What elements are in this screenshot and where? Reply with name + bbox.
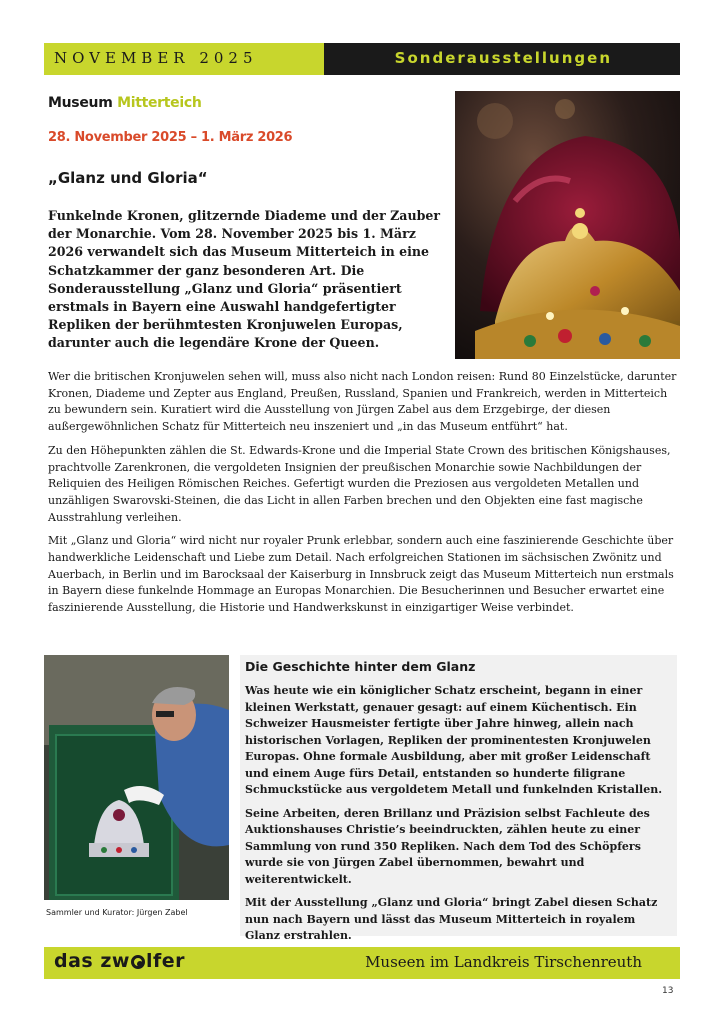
sidebar-paragraph-2: Seine Arbeiten, deren Brillanz und Präzision selbst Fachleute des Auktionshauses Christie’s beeindruckten, zählen heute zu einer Sammlung von rund 350 Repliken. Nach dem Tod des Schöpfers wurde sie von Jürgen Zabel übernommen, bewahrt und weiterentwickelt. [245, 806, 650, 886]
museum-heading [48, 95, 202, 111]
header-section: Sonderausstellungen [394, 49, 612, 67]
footer-bar [44, 947, 680, 979]
logo-text-end: lfer [145, 950, 186, 972]
footer-publication: Museen im Landkreis Tirschenreuth [365, 953, 642, 971]
body-paragraph-3: Mit „Glanz und Gloria“ wird nicht nur royaler Prunk erlebbar, sondern auch eine faszinierende Geschichte über handwerkliche Leidenschaft und Liebe zum Detail. Nach erfolgreichen Stationen im sächsischen Zwönitz und Auerbach, in Berlin und im Barocksaal der Kaiserburg in Innsbruck zeigt das Museum Mitterteich nun erstmals in Bayern diese funkelnde Hommage an Europas Monarchien. Die Besucherinnen und Besucher erwartet eine faszinierende Ausstellung, die Historie und Handwerkskunst in einzigartiger Weise verbindet. [48, 534, 674, 615]
crown-photo [455, 91, 680, 359]
museum-name: Mitterteich [117, 95, 202, 111]
photo-caption: Sammler und Kurator: Jürgen Zabel [46, 908, 188, 917]
header-section-bar [324, 43, 680, 75]
logo-o-icon [131, 955, 145, 969]
das-zwoelfer-logo [54, 950, 185, 972]
article-body [48, 369, 678, 624]
sidebar-text [245, 683, 671, 952]
museum-label: Museum [48, 95, 113, 111]
header-issue-bar [44, 43, 324, 75]
sidebar-box [240, 655, 677, 942]
sidebar-paragraph-3: Mit der Ausstellung „Glanz und Gloria“ bringt Zabel diesen Schatz nun nach Bayern und lässt das Museum Mitterteich in royalem Glanz erstrahlen. [245, 896, 658, 942]
body-paragraph-1: Wer die britischen Kronjuwelen sehen will, muss also nicht nach London reisen: Rund 80 Einzelstücke, darunter Kronen, Diademe und Zepter aus England, Preußen, Russland, Spanien und Frankreich, werden in Mitterteich zu bewundern sein. Kuratiert wird die Ausstellung von Jürgen Zabel aus dem Erzgebirge, der diesen außergewöhnlichen Schatz für Mitterteich neu inszeniert und „in das Museum entführt“ hat. [48, 370, 677, 434]
page-number: 13 [662, 986, 674, 996]
curator-photo [44, 655, 229, 900]
exhibition-dates: 28. November 2025 – 1. März 2026 [48, 130, 293, 145]
sidebar-paragraph-1: Was heute wie ein königlicher Schatz erscheint, begann in einer kleinen Werkstatt, genauer gesagt: auf einem Küchentisch. Ein Schweizer Hausmeister fertigte über Jahre hinweg, allein nach historischen Vorlagen, Repliken der prominentesten Kronjuwelen Europas. Ohne formale Ausbildung, aber mit großer Leidenschaft und einem Auge fürs Detail, entstanden so hunderte filigrane Schmuckstücke aus vergoldetem Metall und funkelnden Kristallen. [245, 684, 663, 796]
sidebar-title: Die Geschichte hinter dem Glanz [245, 659, 476, 674]
logo-text-start: das zw [54, 950, 130, 972]
header-issue: NOVEMBER 2025 [54, 49, 258, 67]
article-lead: Funkelnde Kronen, glitzernde Diademe und der Zauber der Monarchie. Vom 28. November 2025 bis 1. März 2026 verwandelt sich das Museum Mitterteich in eine Schatzkammer der ganz besonderen Art. Die Sonderausstellung „Glanz und Gloria“ präsentiert erstmals in Bayern eine Auswahl handgefertigter Repliken der berühmtesten Kronjuwelen Europas, darunter auch die legendäre Krone der Queen. [48, 208, 441, 351]
article-title: „Glanz und Gloria“ [48, 169, 208, 187]
body-paragraph-2: Zu den Höhepunkten zählen die St. Edwards-Krone und die Imperial State Crown des britischen Königshauses, prachtvolle Zarenkronen, die vergoldeten Insignien der preußischen Monarchie sowie Nachbildungen der Reliquien des Heiligen Römischen Reiches. Gefertigt wurden die Preziosen aus vergoldeten Metallen und unzähligen Swarovski-Steinen, die das Licht in allen Farben brechen und den Objekten eine fast magische Ausstrahlung verleihen. [48, 443, 671, 524]
